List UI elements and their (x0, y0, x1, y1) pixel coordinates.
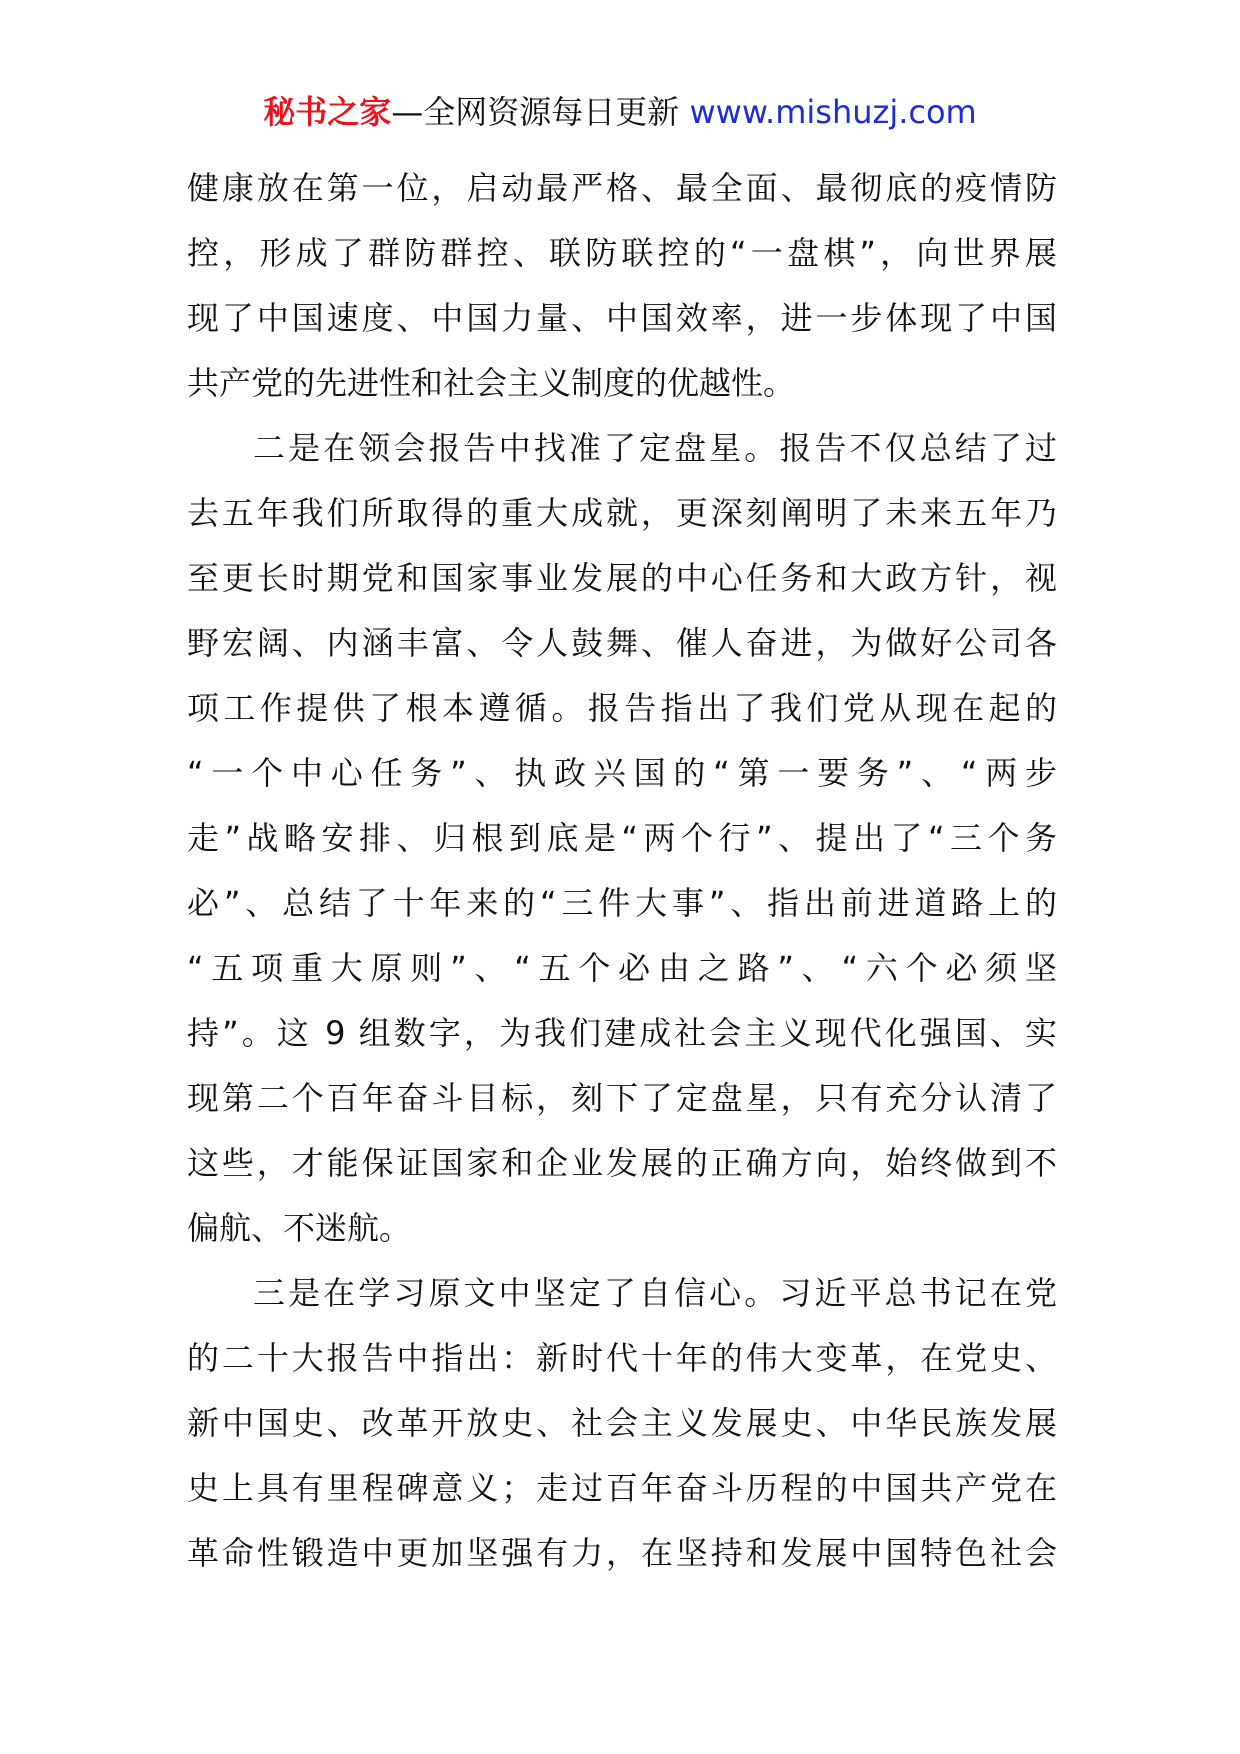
text-line: 的二十大报告中指出：新时代十年的伟大变革，在党史、 (187, 1339, 1057, 1377)
paragraph-1 (187, 156, 1057, 416)
text-line: 至更长时期党和国家事业发展的中心任务和大政方针，视 (187, 559, 1057, 597)
text-line: 野宏阔、内涵丰富、令人鼓舞、催人奋进，为做好公司各 (187, 624, 1057, 662)
site-header (0, 92, 1240, 132)
text-line: 必”、总结了十年来的“三件大事”、指出前进道路上的 (187, 884, 1057, 922)
text-line: 去五年我们所取得的重大成就，更深刻阐明了未来五年乃 (187, 494, 1057, 532)
text-line: 偏航、不迷航。 (187, 1209, 412, 1247)
paragraph-2 (187, 416, 1057, 1261)
text-line: 三是在学习原文中坚定了自信心。习近平总书记在党 (253, 1274, 1057, 1312)
text-line: 现第二个百年奋斗目标，刻下了定盘星，只有充分认清了 (187, 1079, 1057, 1117)
text-line: 走”战略安排、归根到底是“两个行”、提出了“三个务 (187, 819, 1057, 857)
text-line: 项工作提供了根本遵循。报告指出了我们党从现在起的 (187, 689, 1057, 727)
text-line: 这些，才能保证国家和企业发展的正确方向，始终做到不 (187, 1144, 1057, 1182)
site-brand: 秘书之家 (263, 93, 392, 131)
text-line: 革命性锻造中更加坚强有力，在坚持和发展中国特色社会 (187, 1534, 1057, 1572)
text-line: 现了中国速度、中国力量、中国效率，进一步体现了中国 (187, 299, 1057, 337)
text-line: 持”。这 9 组数字，为我们建成社会主义现代化强国、实 (187, 1014, 1057, 1052)
text-line: 健康放在第一位，启动最严格、最全面、最彻底的疫情防 (187, 169, 1057, 207)
text-line: 共产党的先进性和社会主义制度的优越性。 (187, 364, 796, 402)
text-line: 控，形成了群防群控、联防联控的“一盘棋”，向世界展 (187, 234, 1057, 272)
text-line: 新中国史、改革开放史、社会主义发展史、中华民族发展 (187, 1404, 1057, 1442)
text-line: 史上具有里程碑意义；走过百年奋斗历程的中国共产党在 (187, 1469, 1057, 1507)
document-body (187, 156, 1057, 1586)
site-slogan: —全网资源每日更新 (391, 93, 680, 131)
site-url-link[interactable]: www.mishuzj.com (689, 93, 977, 131)
paragraph-3 (187, 1261, 1057, 1586)
text-line: 二是在领会报告中找准了定盘星。报告不仅总结了过 (253, 429, 1057, 467)
text-line: “一个中心任务”、执政兴国的“第一要务”、“两步 (187, 754, 1057, 792)
text-line: “五项重大原则”、“五个必由之路”、“六个必须坚 (187, 949, 1057, 987)
